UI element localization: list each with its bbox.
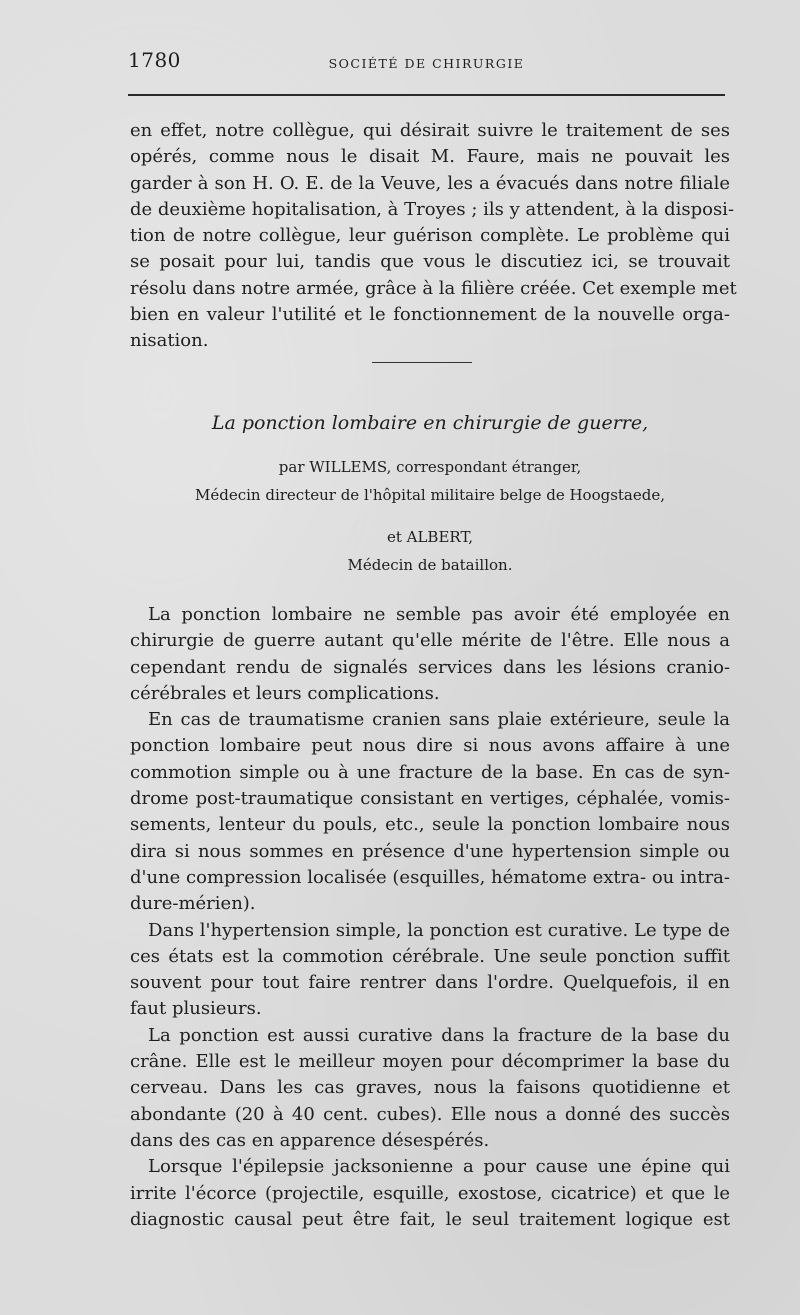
text-line: cérébrales et leurs complications. (130, 682, 440, 704)
text-line: ces états est la commotion cérébrale. Une seule ponction suffit (130, 945, 730, 967)
text-line: ponction lombaire peut nous dire si nous avons affaire à une (130, 735, 730, 757)
byline-author: par WILLEMS, correspondant étranger, (278, 458, 582, 476)
byline-affiliation: Médecin de bataillon. (347, 556, 513, 574)
text-line: dans des cas en apparence désespérés. (130, 1129, 490, 1151)
article-title: La ponction lombaire en chirurgie de guerre, (211, 412, 649, 434)
text-line: cependant rendu de signalés services dans les lésions cranio- (130, 656, 730, 678)
text-line: de deuxième hopitalisation, à Troyes ; ils y attendent, à la disposi- (130, 198, 735, 220)
text-line: irrite l'écorce (projectile, esquille, exostose, cicatrice) et que le (130, 1182, 730, 1204)
text-line: crâne. Elle est le meilleur moyen pour décomprimer la base du (130, 1051, 730, 1073)
text-line: en effet, notre collègue, qui désirait suivre le traitement de ses (130, 120, 730, 141)
section-separator (372, 362, 472, 363)
continuation-paragraph (130, 118, 737, 355)
byline-affiliation: Médecin directeur de l'hôpital militaire belge de Hoogstaede, (195, 486, 665, 504)
text-line: dira si nous sommes en présence d'une hypertension simple ou (130, 840, 730, 862)
text-line: abondante (20 à 40 cent. cubes). Elle nous a donné des succès (130, 1103, 730, 1125)
text-line: se posait pour lui, tandis que vous le discutiez ici, se trouvait (130, 251, 730, 273)
text-line: cerveau. Dans les cas graves, nous la faisons quotidienne et (130, 1077, 730, 1099)
text-line: garder à son H. O. E. de la Veuve, les a évacués dans notre filiale (130, 172, 730, 194)
page-number: 1780 (128, 48, 181, 72)
text-line: opérés, comme nous le disait M. Faure, mais ne pouvait les (130, 146, 730, 168)
text-line: tion de notre collègue, leur guérison complète. Le problème qui (130, 225, 730, 247)
text-line: nisation. (130, 330, 209, 352)
text-line: sements, lenteur du pouls, etc., seule la ponction lombaire nous (130, 814, 730, 836)
text-line: dure-mérien). (130, 893, 256, 915)
text-line: chirurgie de guerre autant qu'elle mérite de l'être. Elle nous a (130, 630, 730, 652)
article-body (130, 602, 730, 1233)
running-head: SOCIÉTÉ DE CHIRURGIE (328, 56, 525, 71)
page-header (128, 46, 725, 76)
text-line: diagnostic causal peut être fait, le seul traitement logique est (130, 1208, 730, 1230)
text-line: commotion simple ou à une fracture de la base. En cas de syn- (130, 761, 730, 783)
text-line: faut plusieurs. (130, 998, 262, 1020)
text-line: d'une compression localisée (esquilles, hématome extra- ou intra- (130, 866, 730, 888)
text-line: La ponction est aussi curative dans la fracture de la base du (148, 1024, 730, 1046)
text-line: La ponction lombaire ne semble pas avoir été employée en (148, 604, 730, 625)
text-line: souvent pour tout faire rentrer dans l'ordre. Quelquefois, il en (130, 972, 730, 994)
text-line: En cas de traumatisme cranien sans plaie extérieure, seule la (148, 709, 730, 731)
text-line: Lorsque l'épilepsie jacksonienne a pour cause une épine qui (148, 1156, 730, 1178)
text-line: résolu dans notre armée, grâce à la filière créée. Cet exemple met (130, 277, 737, 299)
text-line: drome post-traumatique consistant en vertiges, céphalée, vomis- (130, 788, 730, 810)
header-rule (128, 94, 725, 96)
text-line: Dans l'hypertension simple, la ponction est curative. Le type de (148, 919, 730, 941)
text-line: bien en valeur l'utilité et le fonctionnement de la nouvelle orga- (130, 304, 730, 326)
byline-coauthor: et ALBERT, (386, 528, 474, 546)
